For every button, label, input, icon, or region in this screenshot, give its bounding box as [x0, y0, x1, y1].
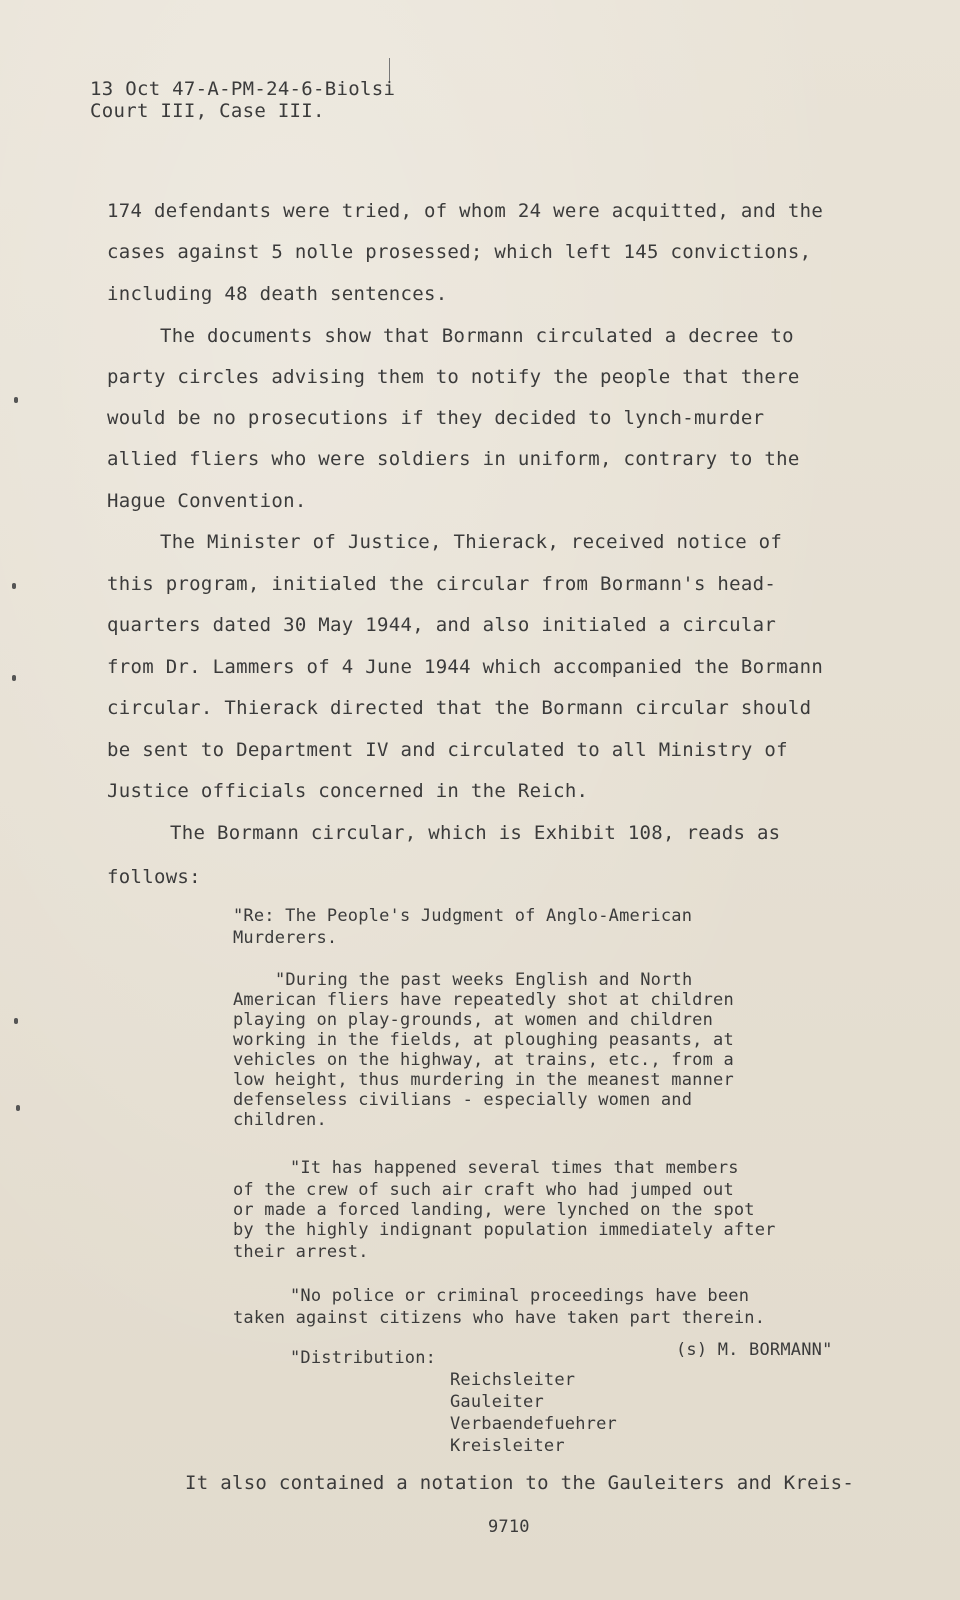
punch-mark — [14, 397, 18, 403]
body-line: be sent to Department IV and circulated to all Ministry of — [107, 739, 788, 761]
body-line: Justice officials concerned in the Reich. — [107, 780, 589, 802]
quote-line: or made a forced landing, were lynched on the spot — [233, 1200, 755, 1220]
quote-line: low height, thus murdering in the meanest manner — [233, 1070, 734, 1090]
quote-line: working in the fields, at ploughing peasants, at — [233, 1030, 734, 1050]
quote-line: Murderers. — [233, 928, 338, 948]
distribution-item: Verbaendefuehrer — [450, 1414, 617, 1434]
quote-line: by the highly indignant population immediately after — [233, 1220, 776, 1240]
distribution-label: "Distribution: — [290, 1348, 437, 1368]
quote-line: "Re: The People's Judgment of Anglo-American — [233, 906, 693, 926]
quote-line: vehicles on the highway, at trains, etc., from a — [233, 1050, 734, 1070]
quote-line: defenseless civilians - especially women and — [233, 1090, 693, 1110]
body-line: quarters dated 30 May 1944, and also initialed a circular — [107, 614, 777, 636]
quote-line: children. — [233, 1110, 327, 1130]
closing-line: It also contained a notation to the Gauleiters and Kreis- — [185, 1472, 855, 1494]
page-number: 9710 — [488, 1517, 530, 1537]
quote-line: their arrest. — [233, 1242, 369, 1262]
quote-line: playing on play-grounds, at women and children — [233, 1010, 714, 1030]
quote-line: "During the past weeks English and North — [275, 970, 693, 990]
quote-line: "No police or criminal proceedings have been — [290, 1286, 750, 1306]
punch-mark — [14, 1018, 18, 1024]
body-line: circular. Thierack directed that the Bormann circular should — [107, 697, 812, 719]
body-line: The documents show that Bormann circulated a decree to — [160, 325, 794, 347]
quote-line: American fliers have repeatedly shot at children — [233, 990, 734, 1010]
body-line: would be no prosecutions if they decided to lynch-murder — [107, 407, 765, 429]
quote-line: of the crew of such air craft who had jumped out — [233, 1180, 734, 1200]
punch-mark — [12, 675, 16, 681]
header-line-2: Court III, Case III. — [90, 100, 325, 122]
body-line: this program, initialed the circular from Bormann's head- — [107, 573, 777, 595]
distribution-item: Gauleiter — [450, 1392, 544, 1412]
quote-line: "It has happened several times that members — [290, 1158, 739, 1178]
quote-line: taken against citizens who have taken part therein. — [233, 1308, 766, 1328]
body-line: from Dr. Lammers of 4 June 1944 which accompanied the Bormann — [107, 656, 824, 678]
signature: (s) M. BORMANN" — [676, 1340, 833, 1360]
punch-mark — [12, 583, 16, 589]
body-line: Hague Convention. — [107, 490, 307, 512]
body-line: including 48 death sentences. — [107, 283, 448, 305]
distribution-item: Kreisleiter — [450, 1436, 565, 1456]
punch-mark — [16, 1105, 20, 1111]
body-line: The Bormann circular, which is Exhibit 108, reads as — [170, 822, 781, 844]
body-line: follows: — [107, 866, 201, 888]
body-line: cases against 5 nolle prosessed; which left 145 convictions, — [107, 241, 812, 263]
body-line: 174 defendants were tried, of whom 24 were acquitted, and the — [107, 200, 824, 222]
body-line: The Minister of Justice, Thierack, received notice of — [160, 531, 783, 553]
body-line: party circles advising them to notify the people that there — [107, 366, 800, 388]
distribution-item: Reichsleiter — [450, 1370, 576, 1390]
body-line: allied fliers who were soldiers in uniform, contrary to the — [107, 448, 800, 470]
header-line-1: 13 Oct 47-A-PM-24-6-Biolsi — [90, 78, 396, 100]
